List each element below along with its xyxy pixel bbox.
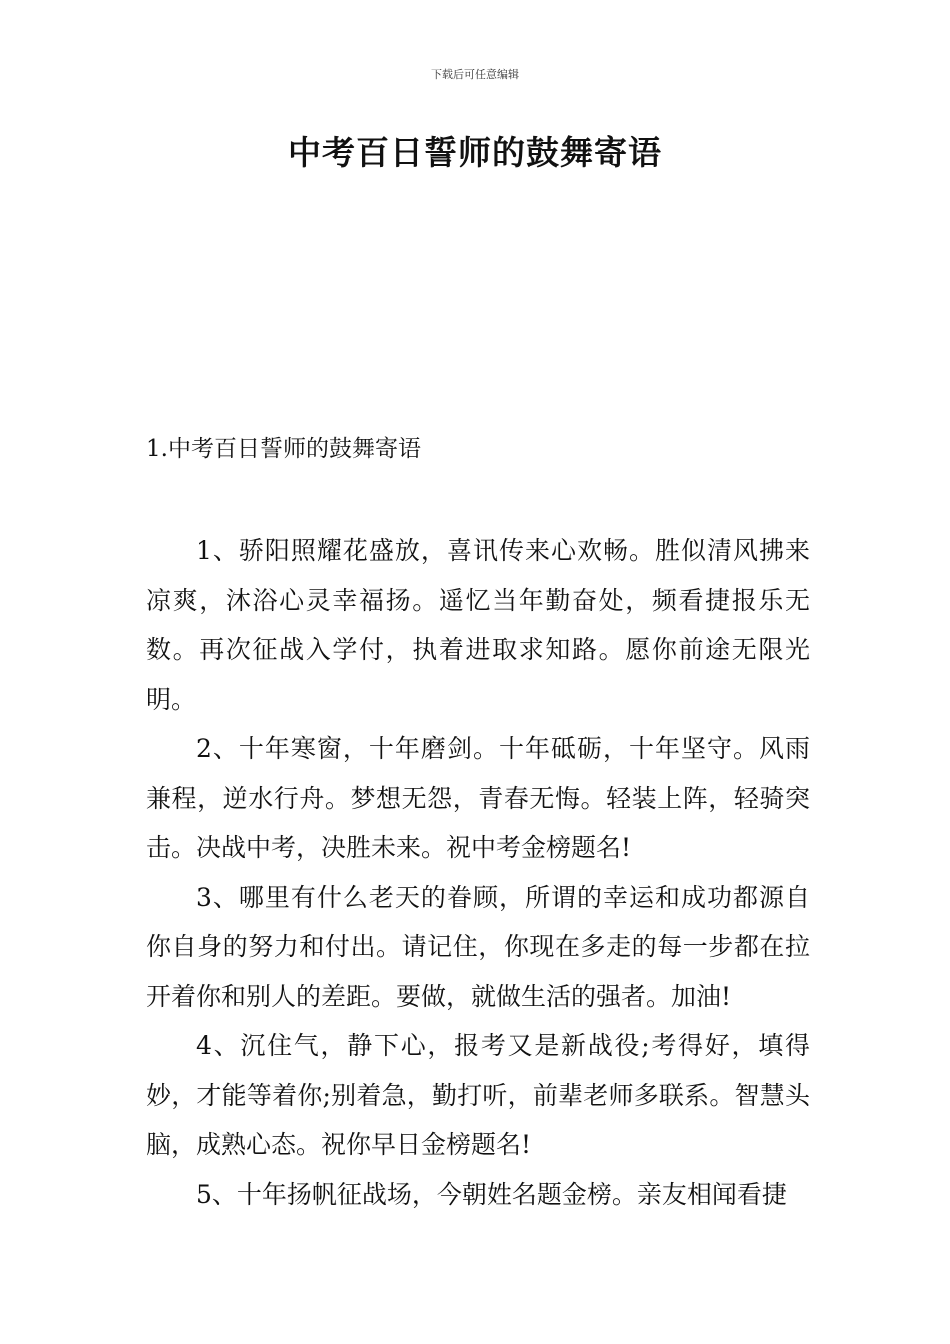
paragraph-1: 1、骄阳照耀花盛放，喜讯传来心欢畅。胜似清风拂来凉爽，沐浴心灵幸福扬。遥忆当年勤奋处，频看捷报乐无数。再次征战入学付，执着进取求知路。愿你前途无限光明。	[146, 536, 810, 714]
paragraph-2: 2、十年寒窗，十年磨剑。十年砥砺，十年坚守。风雨兼程，逆水行舟。梦想无怨，青春无悔。轻装上阵，轻骑突击。决战中考，决胜未来。祝中考金榜题名!	[146, 734, 810, 862]
paragraph-5: 5、十年扬帆征战场，今朝姓名题金榜。亲友相闻看捷	[196, 1179, 787, 1209]
document-body	[146, 526, 810, 1219]
document-title: 中考百日誓师的鼓舞寄语	[288, 133, 662, 172]
section-heading: 1.中考百日誓师的鼓舞寄语	[146, 436, 421, 462]
page-header-note: 下载后可任意编辑	[431, 68, 519, 81]
paragraph-4: 4、沉住气，静下心，报考又是新战役;考得好，填得妙，才能等着你;别着急，勤打听，前辈老师多联系。智慧头脑，成熟心态。祝你早日金榜题名!	[146, 1031, 810, 1159]
paragraph-3: 3、哪里有什么老天的眷顾，所谓的幸运和成功都源自你自身的努力和付出。请记住，你现在多走的每一步都在拉开着你和别人的差距。要做，就做生活的强者。加油!	[146, 882, 810, 1011]
